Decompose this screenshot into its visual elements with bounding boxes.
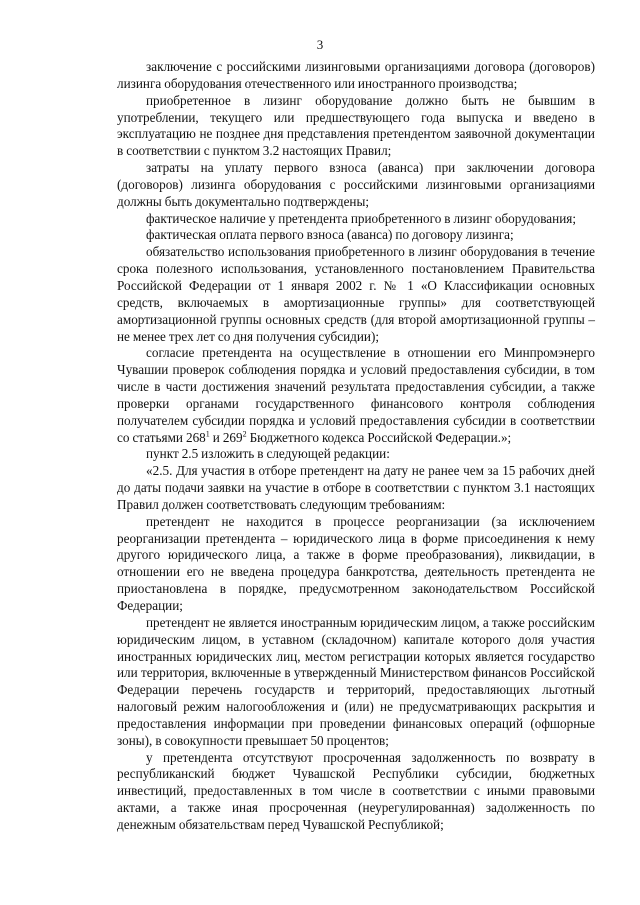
- paragraph-not-foreign-entity: претендент не является иностранным юридическим лицом, а также российским юридическим лицом, в уставном (складочном) капитале которого доля участия иностранных юридических лиц, местом регистрации которых является государство или территория, включенные в утвержденный Министерством финансов Российской Федерации перечень государств и территорий, предоставляющих льготный налоговый режим налогообложения и (или) не предусматривающих раскрытия и предоставления информации при проведении финансовых операций (офшорные зоны), в совокупности превышает 50 процентов;: [117, 614, 595, 748]
- document-body: [117, 59, 595, 834]
- superscript-1: 1: [205, 429, 210, 439]
- superscript-2: 2: [242, 429, 247, 439]
- paragraph-equipment-presence: фактическое наличие у претендента приобретенного в лизинг оборудования;: [146, 210, 577, 226]
- consent-text-before: согласие претендента на осуществление в отношении его Минпромэнерго Чувашии проверок соблюдения порядка и условий предоставления субсидии, в том числе в части достижения значений результата предоставления субсидии, а также проверки органами государственного финансового контроля соблюдения получателем субсидии порядка и условий предоставления субсидии в соответствии со статьями 268: [117, 345, 595, 445]
- consent-text-after: Бюджетного кодекса Российской Федерации.»;: [246, 429, 512, 445]
- paragraph-leasing-contract: заключение с российскими лизинговыми организациями договора (договоров) лизинга оборудования отечественного или иностранного производства;: [117, 59, 595, 91]
- paragraph-amend-clause: пункт 2.5 изложить в следующей редакции:: [146, 446, 390, 462]
- paragraph-first-payment-costs: затраты на уплату первого взноса (аванса) при заключении договора (договоров) лизинга оборудования с российскими лизинговыми организациями должны быть документально подтверждены;: [117, 160, 595, 209]
- paragraph-equipment-new: приобретенное в лизинг оборудование должно быть не бывшим в употреблении, текущего или предшествующего года выпуска и введено в эксплуатацию не позднее дня представления претендентом заявочной документации в соответствии с пунктом 3.2 настоящих Правил;: [117, 92, 595, 159]
- paragraph-clause-2-5: «2.5. Для участия в отборе претендент на дату не ранее чем за 15 рабочих дней до даты подачи заявки на участие в отборе в соответствии с пунктом 3.1 настоящих Правил должен соответствовать следующим требованиям:: [117, 463, 595, 512]
- page-number: 3: [316, 37, 324, 52]
- paragraph-first-payment-fact: фактическая оплата первого взноса (аванса) по договору лизинга;: [146, 227, 514, 243]
- paragraph-no-overdue-debt: у претендента отсутствуют просроченная задолженность по возврату в республиканский бюджет Чувашской Республики субсидии, бюджетных инвестиций, предоставленных в том числе в соответствии с иными правовыми актами, а также иная просроченная (неурегулированная) задолженность по денежным обязательствам перед Чувашской Республикой;: [117, 749, 595, 832]
- paragraph-no-reorganization: претендент не находится в процессе реорганизации (за исключением реорганизации претендента – юридического лица в форме присоединения к нему другого юридического лица, а также в форме преобразования), ликвидации, в отношении его не введена процедура банкротства, деятельность претендента не приостановлена в порядке, предусмотренном законодательством Российской Федерации;: [117, 513, 595, 613]
- paragraph-inspection-consent: [117, 345, 595, 446]
- consent-text-middle: и 269: [209, 429, 243, 445]
- paragraph-usage-obligation: обязательство использования приобретенного в лизинг оборудования в течение срока полезного использования, установленного постановлением Правительства Российской Федерации от 1 января 2002 г. № 1 «О Классификации основных средств, включаемых в амортизационные группы» для соответствующей амортизационной группы основных средств (для второй амортизационной группы – не менее трех лет со дня получения субсидии);: [117, 244, 595, 344]
